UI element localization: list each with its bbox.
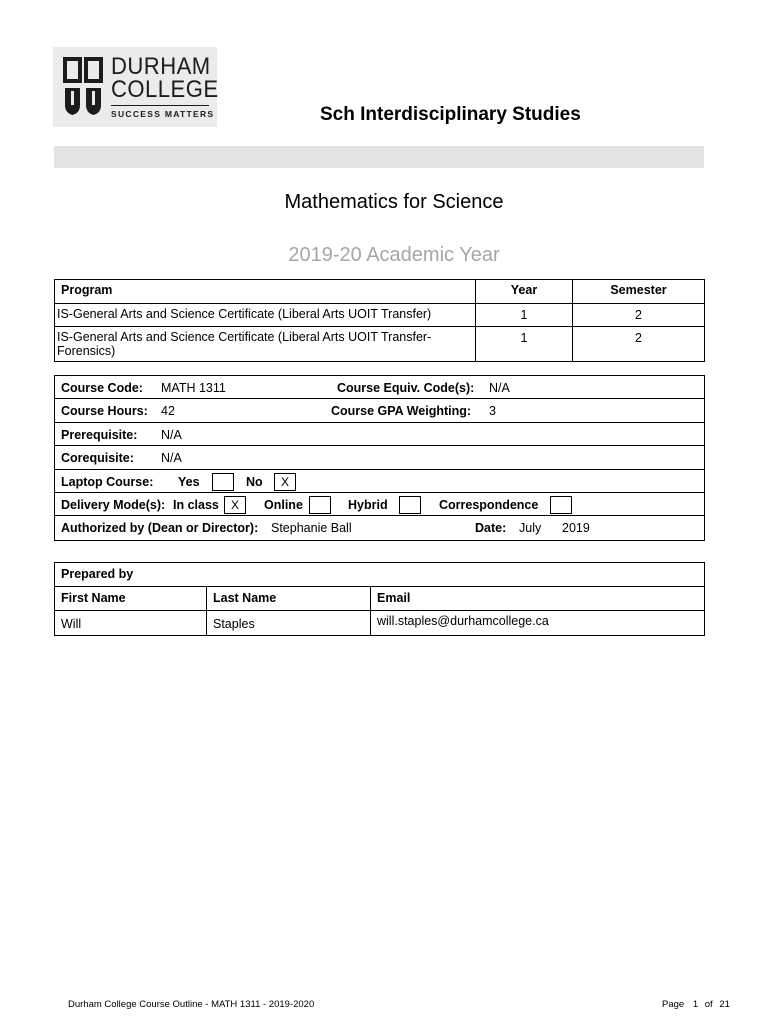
school-name: Sch Interdisciplinary Studies xyxy=(320,104,581,125)
academic-year: 2019-20 Academic Year xyxy=(288,244,500,266)
online-checkbox[interactable] xyxy=(309,496,331,514)
footer-page xyxy=(662,999,730,1010)
footer-left: Durham College Course Outline - MATH 1311 - 2019-2020 xyxy=(68,999,315,1010)
program-cell: IS-General Arts and Science Certificate (Liberal Arts UOIT Transfer) xyxy=(55,304,476,327)
first-name-cell: Will xyxy=(55,611,207,636)
table-header-row xyxy=(55,587,705,611)
inclass-label: In class xyxy=(173,497,219,512)
date-month: July xyxy=(519,521,542,536)
course-hours-row xyxy=(55,399,704,422)
page-number: 1 xyxy=(692,999,699,1010)
laptop-yes-label: Yes xyxy=(178,474,200,489)
email-cell: will.staples@durhamcollege.ca xyxy=(371,611,705,636)
authorized-value: Stephanie Ball xyxy=(271,521,352,536)
prepared-by-title: Prepared by xyxy=(55,563,705,587)
authorized-row xyxy=(55,516,704,539)
prepared-by-title-row xyxy=(55,563,705,587)
laptop-row xyxy=(55,470,704,493)
year-cell: 1 xyxy=(476,304,573,327)
equiv-code-label: Course Equiv. Code(s): xyxy=(337,381,475,395)
course-hours-value: 42 xyxy=(161,404,175,419)
laptop-yes-checkbox[interactable] xyxy=(212,473,234,491)
laptop-label: Laptop Course: xyxy=(61,474,154,489)
column-header-last-name: Last Name xyxy=(207,587,371,611)
college-logo xyxy=(53,47,217,127)
of-label: of xyxy=(704,999,713,1010)
prerequisite-label: Prerequisite: xyxy=(61,427,138,442)
semester-cell: 2 xyxy=(573,327,705,362)
gpa-label: Course GPA Weighting: xyxy=(331,404,472,419)
inclass-checkbox[interactable]: X xyxy=(224,496,246,514)
program-table xyxy=(54,279,705,362)
year-cell: 1 xyxy=(476,327,573,362)
page-total: 21 xyxy=(719,999,730,1010)
table-row xyxy=(55,327,705,362)
correspondence-checkbox[interactable] xyxy=(550,496,572,514)
column-header-year: Year xyxy=(476,280,573,304)
laptop-no-label: No xyxy=(246,474,263,489)
college-crest-icon xyxy=(63,57,103,117)
laptop-no-checkbox[interactable]: X xyxy=(274,473,296,491)
prepared-by-table xyxy=(54,562,705,636)
course-title: Mathematics for Science xyxy=(284,191,504,213)
logo-text-durham: DURHAM xyxy=(111,53,211,80)
semester-cell: 2 xyxy=(573,304,705,327)
online-label: Online xyxy=(264,497,303,512)
column-header-email: Email xyxy=(371,587,705,611)
correspondence-label: Correspondence xyxy=(439,497,539,512)
column-header-program: Program xyxy=(55,280,476,304)
last-name-cell: Staples xyxy=(207,611,371,636)
column-header-semester: Semester xyxy=(573,280,705,304)
hybrid-label: Hybrid xyxy=(348,497,388,512)
course-code-row xyxy=(55,376,704,399)
delivery-mode-row xyxy=(55,493,704,516)
column-header-first-name: First Name xyxy=(55,587,207,611)
table-header-row xyxy=(55,280,705,304)
prerequisite-value: N/A xyxy=(161,427,182,442)
corequisite-value: N/A xyxy=(161,451,182,466)
page-label: Page xyxy=(662,999,685,1010)
course-code-value: MATH 1311 xyxy=(161,381,226,395)
equiv-code-value: N/A xyxy=(489,381,510,395)
prerequisite-row xyxy=(55,423,704,446)
program-cell: IS-General Arts and Science Certificate (Liberal Arts UOIT Transfer-Forensics) xyxy=(55,327,476,362)
hybrid-checkbox[interactable] xyxy=(399,496,421,514)
course-hours-label: Course Hours: xyxy=(61,404,148,419)
authorized-label: Authorized by (Dean or Director): xyxy=(61,521,259,536)
corequisite-row xyxy=(55,446,704,469)
table-row xyxy=(55,304,705,327)
course-code-label: Course Code: xyxy=(61,381,143,395)
delivery-mode-label: Delivery Mode(s): xyxy=(61,497,166,512)
gpa-value: 3 xyxy=(489,404,496,419)
logo-text-college: COLLEGE xyxy=(111,76,219,103)
date-label: Date: xyxy=(475,521,507,536)
table-row xyxy=(55,611,705,636)
course-info-box xyxy=(54,375,705,541)
date-year: 2019 xyxy=(562,521,590,536)
divider-bar xyxy=(54,146,704,168)
corequisite-label: Corequisite: xyxy=(61,451,134,466)
logo-tagline: SUCCESS MATTERS xyxy=(111,105,209,119)
